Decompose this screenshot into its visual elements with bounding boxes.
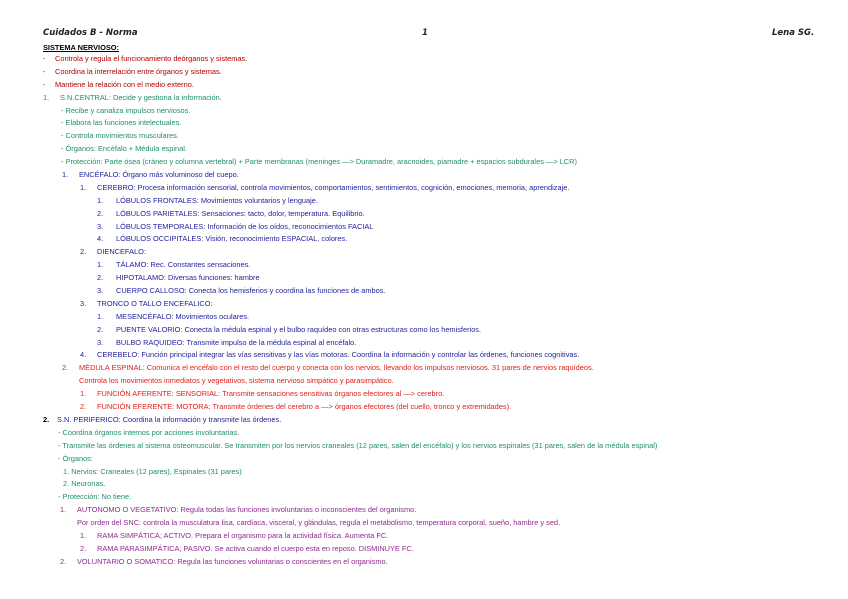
outline-line [0,195,848,208]
line-text: Coordina la interrelación entre órganos y sistemas. [55,66,222,76]
list-marker: 4. [80,350,87,360]
line-text: - Controla movimientos musculares. [61,131,179,141]
outline-line [0,66,848,79]
line-text: LÓBULOS PARIETALES: Sensaciones: tacto, dolor, temperatura. Equilibrio. [116,208,365,218]
line-text: - Transmite las órdenes al sistema osteomuscular. Se transmiten por los nervios craneales (12 pares, salen del encéfalo) y los nervios espinales (31 pares, salen de la médula espinal) [58,440,658,450]
line-text: VOLUNTARIO O SOMATICO: Regula las funciones voluntarias o conscientes en el organismo. [77,556,388,566]
outline-line [0,362,848,375]
header-right: Lena SG. [772,28,815,38]
outline-line [0,208,848,221]
section-title: SISTEMA NERVIOSO: [43,43,119,52]
outline-list [0,53,848,569]
outline-line [0,556,848,569]
list-marker: 3. [97,337,104,347]
outline-line [0,388,848,401]
list-marker: - [43,54,46,63]
outline-line [0,130,848,143]
list-marker: 1. [60,505,67,515]
document-body [0,42,848,569]
line-text: LÓBULOS OCCIPITALES: Visión, reconocimiento ESPACIAL, colores. [116,234,348,244]
list-marker: 1. [80,530,87,540]
outline-line [0,517,848,530]
outline-line [0,491,848,504]
line-text: PUENTE VALORIO: Conecta la médula espinal y el bulbo raquídeo con otras estructuras como los hemisferios. [116,324,482,334]
line-text: TRONCO O TALLO ENCEFALICO: [97,298,213,308]
list-marker: 3. [97,221,104,231]
list-marker: 2. [97,273,104,283]
line-text: - Elabora las funciones intelectuales. [61,118,182,128]
line-text: CEREBRO: Procesa información sensorial, controla movimientos, comportamientos, sentimientos, cognición, emociones, memoria, aprendizaje. [97,182,570,192]
line-text: TÁLAMO: Rec. Constantes sensaciones. [116,260,251,270]
outline-line [0,272,848,285]
line-text: AUTONOMO O VEGETATIVO: Regula todas las funciones involuntarias o inconscientes del organismo. [77,505,417,515]
line-text: RAMA SIMPÁTICA; ACTIVO. Prepara el organismo para la actividad física. Aumenta FC. [97,530,389,540]
line-text: Mantiene la relación con el medio externo. [55,79,194,89]
line-text: Controla y regula el funcionamiento deórganos y sistemas. [55,54,248,63]
outline-line [0,349,848,362]
list-marker: 1. [80,389,87,399]
document-title [0,42,848,53]
line-text: - Protección: No tiene. [58,492,132,502]
list-marker: 2. [62,363,69,373]
line-text: 1. Nervios: Craneales (12 pares), Espinales (31 pares) [63,466,242,476]
line-text: MESENCÉFALO: Movimientos oculares. [116,311,250,321]
line-text: S.N.CENTRAL: Decide y gestiona la información. [60,92,222,102]
outline-line [0,401,848,414]
outline-line [0,246,848,259]
outline-line [0,105,848,118]
list-marker: 2. [80,402,87,412]
outline-line [0,298,848,311]
outline-line [0,233,848,246]
line-text: HIPOTALAMO: Diversas funciones: hambre [116,273,260,283]
outline-line [0,375,848,388]
outline-line [0,117,848,130]
outline-line [0,543,848,556]
line-text: - Órganos: [58,453,93,463]
outline-line [0,259,848,272]
line-text: ENCÉFALO: Órgano más voluminoso del cuepo. [79,170,239,180]
outline-line [0,92,848,105]
list-marker: 2. [80,543,87,553]
outline-line [0,324,848,337]
list-marker: - [43,66,46,76]
outline-line [0,440,848,453]
line-text: FUNCIÓN AFERENTE: SENSORIAL: Transmite sensaciones sensitivas órganos efectores al —> cerebro. [97,389,445,399]
line-text: DIENCEFALO: [97,247,146,257]
line-text: 2. Neuronas. [63,479,106,489]
line-text: BULBO RAQUIDEO: Transmite impulso de la médula espinal al encéfalo. [116,337,357,347]
header-left: Cuidados B - Norma [43,28,138,38]
list-marker: - [43,79,46,89]
list-marker: 2. [97,208,104,218]
list-marker: 3. [80,298,87,308]
list-marker: 2. [97,324,104,334]
outline-line [0,453,848,466]
outline-line [0,79,848,92]
outline-line [0,337,848,350]
line-text: LÓBULOS TEMPORALES: Información de los oídos, reconocimientos FACIAL [116,221,374,231]
list-marker: 1. [43,92,50,102]
line-text: - Protección: Parte ósea (cráneo y columna vertebral) + Parte membranas (meninges —> Duramadre, aracnoides, piamadre + espacios subdurales —> LCR) [61,157,577,167]
outline-line [0,285,848,298]
outline-line [0,414,848,427]
line-text: S.N. PERIFERICO: Coordina la información y transmite las órdenes. [57,414,282,424]
outline-line [0,427,848,440]
list-marker: 1. [97,311,104,321]
outline-line [0,530,848,543]
outline-line [0,182,848,195]
list-marker: 1. [97,260,104,270]
list-marker: 4. [97,234,104,244]
outline-line [0,143,848,156]
list-marker: 1. [97,195,104,205]
line-text: Controla los movimientos inmediatos y vegetativos, sistema nervioso simpático y parasimpático. [79,376,394,386]
line-text: - Coordina órganos internos por acciones involuntarias. [58,427,240,437]
line-text: FUNCIÓN EFERENTE: MOTORA: Transmite órdenes del cerebro a —> órganos efectores (del cuello, tronco y extremidades). [97,402,512,412]
line-text: - Órganos: Encéfalo + Médula espinal. [61,144,187,154]
page-number: 1 [422,28,428,38]
line-text: MÉDULA ESPINAL: Comunica el encéfalo con el resto del cuerpo y conecta con los nervios, llevando los impulsos nerviosos. 31 pares de nervios raquídeos. [79,363,594,373]
list-marker: 2. [60,556,67,566]
line-text: CUERPO CALLOSO: Conecta los hemisferios y coordina las funciones de ambos. [116,286,386,296]
outline-line [0,504,848,517]
line-text: RAMA PARASIMPÁTICA; PASIVO. Se activa cuando el cuerpo esta en reposo. DISMINUYE FC. [97,543,414,553]
list-marker: 1. [80,182,87,192]
outline-line [0,169,848,182]
list-marker: 1. [62,170,69,180]
line-text: CEREBELO: Función principal integrar las vías sensitivas y las vías motoras. Coordina la información y controlar las órdenes, funciones cognitivas. [97,350,580,360]
outline-line [0,311,848,324]
outline-line [0,466,848,479]
line-text: LÓBULOS FRONTALES: Movimientos voluntarios y lenguaje. [116,195,318,205]
outline-line [0,221,848,234]
outline-line [0,478,848,491]
line-text: Por orden del SNC: controla la musculatura lisa, cardíaca, visceral, y glándulas, regula el metabolismo, temperatura corporal, sueño, hambre y sed. [77,518,561,528]
list-marker: 2. [43,414,50,424]
list-marker: 2. [80,247,87,257]
list-marker: 3. [97,286,104,296]
outline-line [0,53,848,66]
outline-line [0,156,848,169]
line-text: - Recibe y canaliza impulsos nerviosos. [61,105,191,115]
